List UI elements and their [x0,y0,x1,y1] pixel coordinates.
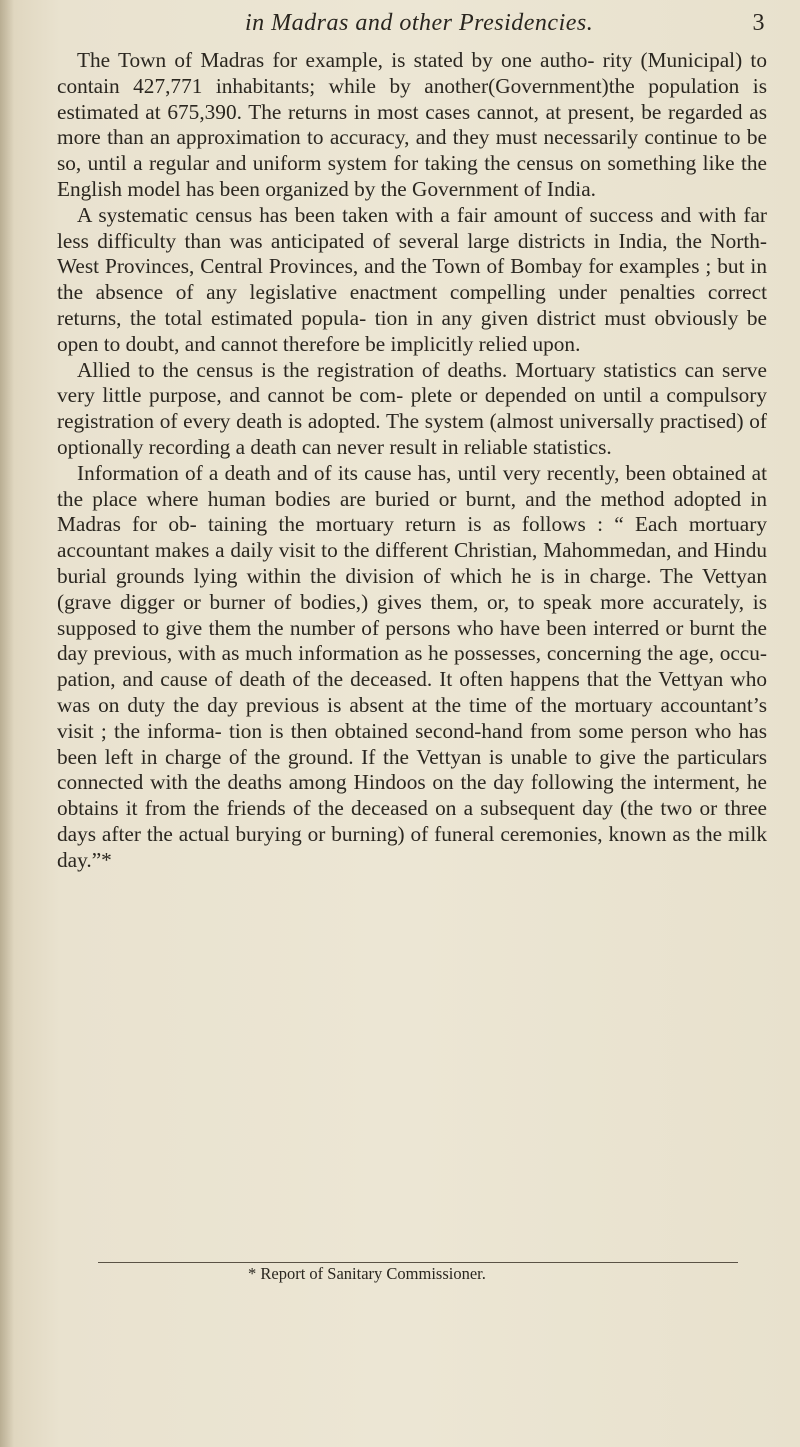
footnote: * Report of Sanitary Commissioner. [248,1264,486,1283]
paragraph-systematic-census: A systematic census has been taken with a fair amount of success and with far less difficulty than was anticipated of several large districts in India, the North-West Provinces, Central Provinces, and the Town of Bombay for examples ; but in the absence of any legislative enactment compelling under penalties correct returns, the total estimated popula- tion in any given district must obviously be open to doubt, and cannot therefore be implicitly relied upon. [57,202,767,356]
binding-shadow [0,0,14,1447]
paragraph-census-madras: The Town of Madras for example, is stated by one autho- rity (Municipal) to contain 427,771 inhabitants; while by another(Government)the population is estimated at 675,390. The returns in most cases cannot, at present, be regarded as more than an approximation to accuracy, and they must necessarily continue to be so, until a regular and uniform system for taking the census on something like the English model has been organized by the Government of India. [57,48,767,201]
running-head [245,10,765,40]
running-head-title: in Madras and other Presidencies. [245,10,594,36]
page-number: 3 [752,10,765,36]
body-text [57,48,767,874]
paragraph-registration-of-deaths: Allied to the census is the registration of deaths. Mortuary statistics can serve very little purpose, and cannot be com- plete or depended on until a compulsory registration of every death is adopted. The system (almost universally practised) of optionally recording a death can never result in reliable statistics. [57,357,767,459]
footnote-rule [98,1262,738,1263]
paragraph-mortuary-return: Information of a death and of its cause has, until very recently, been obtained at the place where human bodies are buried or burnt, and the method adopted in Madras for ob- taining the mortuary return is as follows : “ Each mortuary accountant makes a daily visit to the different Christian, Mahommedan, and Hindu burial grounds lying within the division of which he is in charge. The Vettyan (grave digger or burner of bodies,) gives them, or, to speak more accurately, is supposed to give them the number of persons who have been interred or burnt the day previous, with as much information as he possesses, concerning the age, occu- pation, and cause of death of the deceased. It often happens that the Vettyan who was on duty the day previous is absent at the time of the mortuary accountant’s visit ; the informa- tion is then obtained second-hand from some person who has been left in charge of the ground. If the Vettyan is unable to give the particulars connected with the deaths among Hindoos on the day following the interment, he obtains it from the friends of the deceased on a subsequent day (the two or three days after the actual burying or burning) of funeral ceremonies, known as the milk day.”* [57,460,767,872]
